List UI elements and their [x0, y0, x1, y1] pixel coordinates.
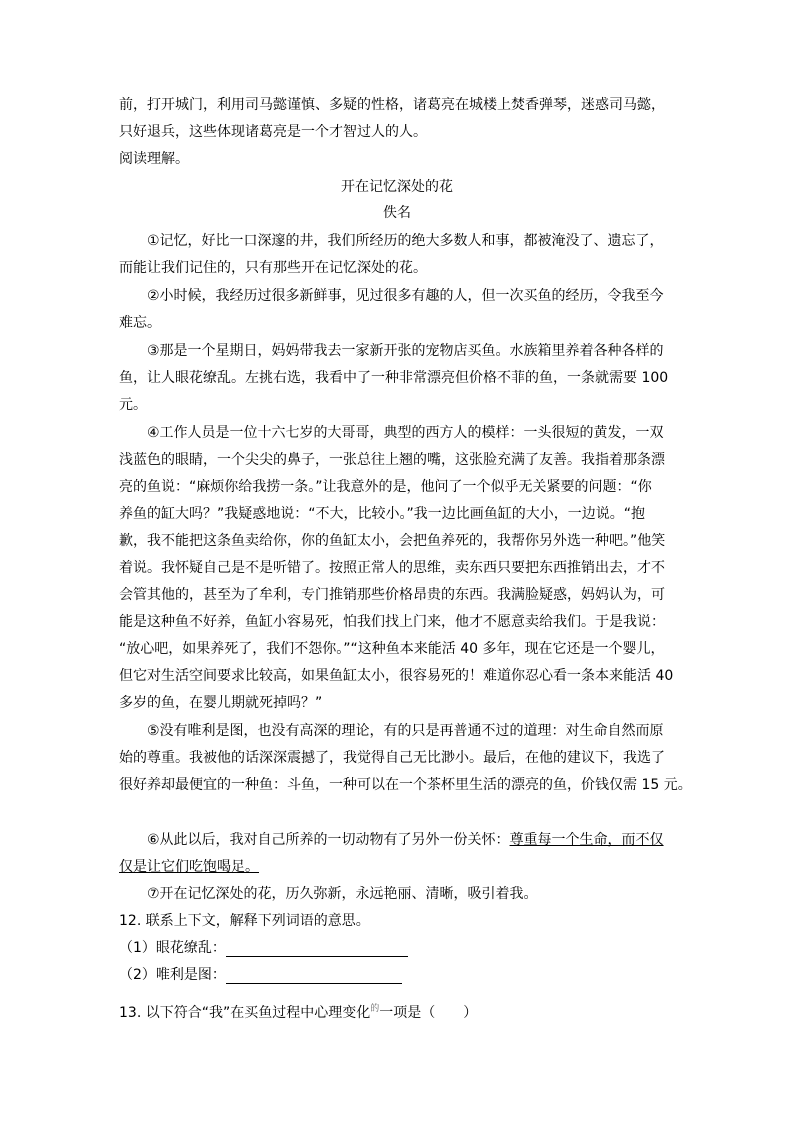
text-line: ②小时候，我经历过很多新鲜事，见过很多有趣的人，但一次买鱼的经历，令我至今 — [147, 288, 664, 304]
text-line: 着说。我怀疑自己是不是听错了。按照正常人的思维，卖东西只要把东西推销出去，才不 — [119, 560, 665, 576]
paragraph-6-line — [119, 858, 259, 876]
text-line: 多岁的鱼，在婴儿期就死掉吗？” — [119, 695, 323, 711]
text-line: 元。 — [119, 397, 147, 413]
paragraph-6-line — [147, 831, 664, 849]
text-line: 会管其他的，甚至为了牟利，专门推销那些价格昂贵的东西。我满脸疑惑，妈妈认为，可 — [119, 587, 665, 603]
text-line: 歉，我不能把这条鱼卖给你，你的鱼缸太小，会把鱼养死的，我帮你另外选一种吧。”他笑 — [119, 533, 666, 549]
text-line: “放心吧，如果养死了，我们不怨你。”“这种鱼本来能活 40 多年，现在它还是一个婴儿， — [119, 641, 665, 657]
question-12-2 — [119, 966, 402, 984]
text-line: 能是这种鱼不好养，鱼缸小容易死，怕我们找上门来，他才不愿意卖给我们。于是我说： — [119, 614, 665, 630]
text-line: 始的尊重。我被他的话深深震撼了，我觉得自己无比渺小。最后，在他的建议下，我选了 — [119, 750, 665, 766]
text-line: 亮的鱼说：“麻烦你给我捞一条。”让我意外的是，他问了一个似乎无关紧要的问题：“你 — [119, 479, 652, 495]
text-line: 鱼，让人眼花缭乱。左挑右选，我看中了一种非常漂亮但价格不菲的鱼，一条就需要 100 — [119, 370, 669, 386]
text-line: 养鱼的缸大吗？”我疑惑地说：“不大，比较小。”我一边比画鱼缸的大小，一边说。“抱 — [119, 506, 646, 522]
p6-text: ⑥从此以后，我对自己所养的一切动物有了另外一份关怀： — [147, 832, 510, 848]
text-line: 很好养却最便宜的一种鱼：斗鱼，一种可以在一个茶杯里生活的漂亮的鱼，价钱仅需 15 元。 — [119, 777, 692, 793]
intro-line: 只好退兵，这些体现诸葛亮是一个才智过人的人。 — [119, 124, 427, 140]
article-author: 佚名 — [383, 205, 411, 221]
text-line: 但它对生活空间要求比较高，如果鱼缸太小，很容易死的！难道你忍心看一条本来能活 40 — [119, 668, 674, 684]
text-line: ③那是一个星期日，妈妈带我去一家新开张的宠物店买鱼。水族箱里养着各种各样的 — [147, 343, 664, 359]
question-13 — [119, 1000, 477, 1022]
q13-text: 13. 以下符合“我”在买鱼过程中心理变化 — [119, 1005, 371, 1021]
intro-line: 前，打开城门，利用司马懿谨慎、多疑的性格，诸葛亮在城楼上焚香弹琴，迷惑司马懿， — [119, 97, 665, 113]
text-line: 而能让我们记住的，只有那些开在记忆深处的花。 — [119, 260, 427, 276]
text-line: ④工作人员是一位十六七岁的大哥哥，典型的西方人的模样：一头很短的黄发，一双 — [147, 425, 664, 441]
section-label: 阅读理解。 — [119, 151, 189, 167]
q13-superscript: 的 — [370, 1004, 380, 1014]
text-line: 难忘。 — [119, 315, 161, 331]
answer-blank[interactable] — [226, 969, 402, 984]
q12-2-label: （2）唯利是图： — [119, 967, 226, 983]
answer-blank[interactable] — [226, 942, 408, 957]
p6-underlined-text: 尊重每一个生命，而不仅 — [509, 832, 664, 848]
text-line: ①记忆，好比一口深邃的井，我们所经历的绝大多数人和事，都被淹没了、遗忘了， — [147, 233, 664, 249]
q13-text-end: 一项是（ ） — [379, 1005, 478, 1021]
text-line: ⑤没有唯利是图，也没有高深的理论，有的只是再普通不过的道理：对生命自然而原 — [147, 723, 664, 739]
question-12-1 — [119, 939, 408, 957]
text-line: 浅蓝色的眼睛，一个尖尖的鼻子，一张总往上翘的嘴，这张脸充满了友善。我指着那条漂 — [119, 452, 665, 468]
p6-underlined-text: 仅是让它们吃饱喝足。 — [119, 859, 259, 875]
q12-1-label: （1）眼花缭乱： — [119, 940, 226, 956]
article-title: 开在记忆深处的花 — [341, 179, 453, 195]
paragraph-7: ⑦开在记忆深处的花，历久弥新，永远艳丽、清晰，吸引着我。 — [147, 886, 538, 902]
question-12: 12. 联系上下文，解释下列词语的意思。 — [119, 913, 370, 929]
